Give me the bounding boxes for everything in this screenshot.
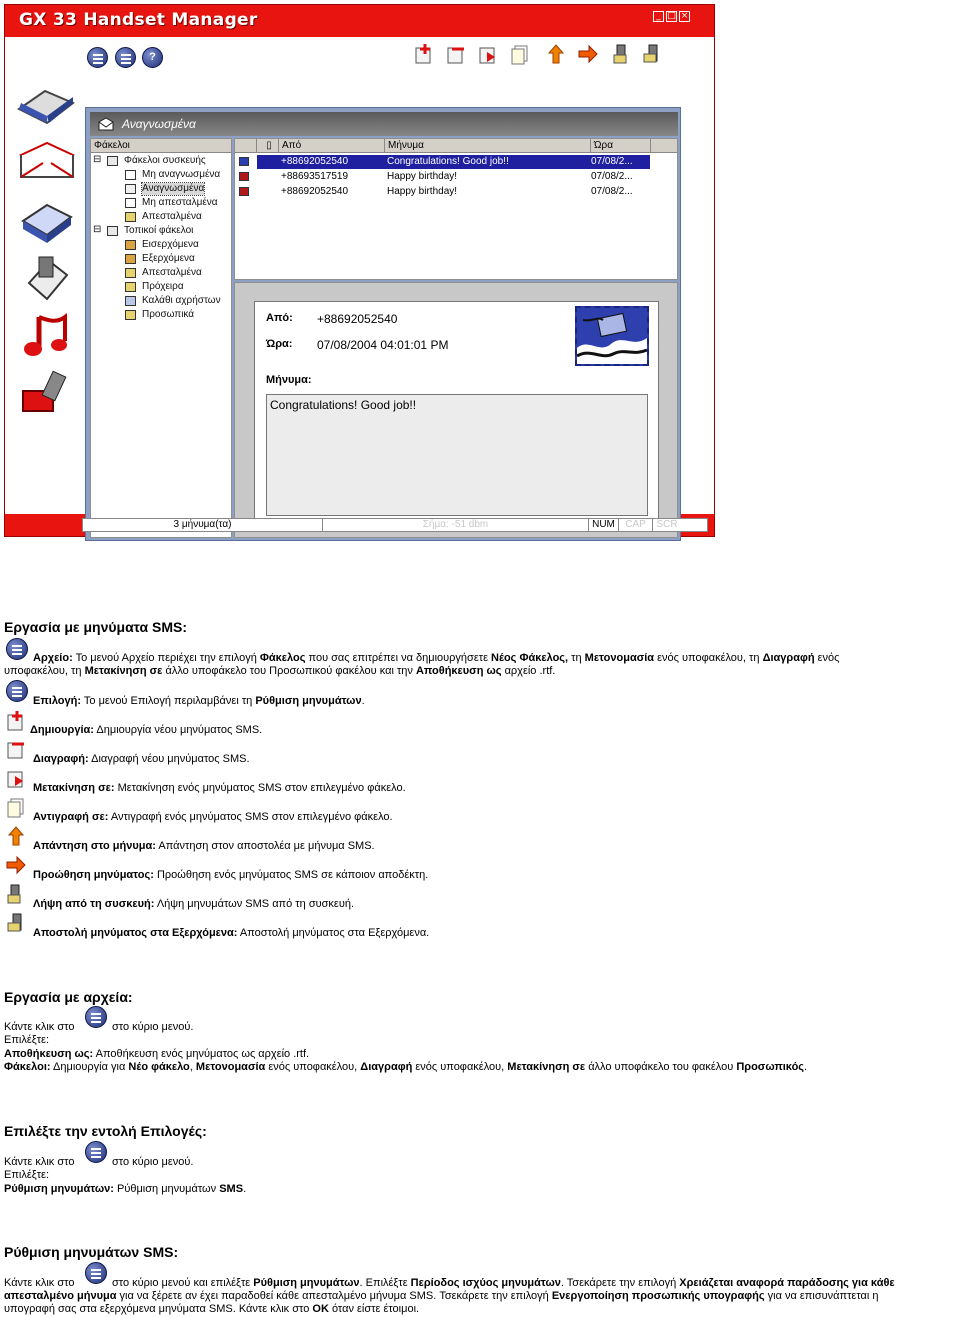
from-value: +88692052540: [317, 312, 398, 326]
time-value: 07/08/2004 04:01:01 PM: [317, 338, 449, 352]
section-sms-title: Εργασία με μηνύματα SMS:: [4, 619, 188, 635]
sms-settings-line2: απεσταλμένο μήνυμα για να ξέρετε αν έχει παραδοθεί κάθε απεσταλμένο μήνυμα SMS. Τσεκάρετε την επιλογή Ενεργοποίηση προσωπικής υπογραφής για να επισυνάπτεται η: [4, 1290, 879, 1302]
file-paragraph-line2: υποφακέλου, τη Μετακίνηση σε άλλο υποφάκελο του Προσωπικού φακέλου και την Αποθήκευση ως αρχείο .rtf.: [4, 665, 556, 677]
message-label: Μήνυμα:: [266, 374, 312, 386]
options-menu-icon: [85, 1262, 107, 1284]
status-bar: [82, 518, 708, 532]
message-status-icon: [239, 172, 249, 181]
folder-item[interactable]: Μη αναγνωσμένα: [142, 169, 221, 180]
send-paragraph: Αποστολή μηνύματος στα Εξερχόμενα: Αποστολή μηνύματος στα Εξερχόμενα.: [33, 927, 430, 939]
message-time: 07/08/2...: [591, 171, 633, 182]
message-time: 07/08/2...: [591, 186, 633, 197]
app-window: [4, 4, 715, 537]
folder-item[interactable]: Αναγνωσμένα: [142, 183, 205, 194]
reply-paragraph: Απάντηση στο μήνυμα: Απάντηση στον αποστολέα με μήνυμα SMS.: [33, 840, 375, 852]
message-row[interactable]: [257, 185, 650, 199]
reply-icon[interactable]: [545, 43, 567, 65]
new-message-icon: [5, 710, 27, 732]
options-menu-icon: [85, 1141, 107, 1163]
folder-icon: [125, 254, 136, 264]
column-attachment[interactable]: ▯: [257, 139, 279, 153]
message-status-icon: [239, 187, 249, 196]
maximize-button[interactable]: □: [667, 11, 676, 21]
files-click-line: Κάντε κλικ στο: [4, 1021, 75, 1033]
message-text: Happy birthday!: [387, 171, 458, 182]
folder-item[interactable]: Εισερχόμενα: [142, 239, 199, 250]
caps-lock-indicator: CAP: [619, 519, 653, 531]
copy-paragraph: Αντιγραφή σε: Αντιγραφή ενός μηνύματος SMS στον επιλεγμένο φάκελο.: [33, 811, 393, 823]
folder-icon: [125, 198, 136, 208]
new-message-icon[interactable]: [413, 43, 435, 65]
send-to-outbox-icon[interactable]: [641, 43, 663, 65]
from-label: Από:: [266, 312, 293, 324]
tree-expander-icon[interactable]: ⊟: [93, 224, 102, 235]
message-row[interactable]: [257, 170, 650, 184]
sms-settings-click: Κάντε κλικ στο: [4, 1277, 75, 1289]
delete-paragraph: Διαγραφή: Διαγραφή νέου μηνύματος SMS.: [33, 753, 250, 765]
folder-icon: [125, 268, 136, 278]
file-menu-icon: [85, 1006, 107, 1028]
receive-from-phone-icon: [5, 883, 27, 905]
column-message[interactable]: Μήνυμα: [385, 139, 591, 153]
message-detail-card: [254, 301, 659, 525]
save-as-paragraph: Αποθήκευση ως: Αποθήκευση ενός μηνύματος ως αρχείο .rtf.: [4, 1048, 310, 1060]
message-settings-paragraph: Ρύθμιση μηνυμάτων: Ρύθμιση μηνυμάτων SMS.: [4, 1183, 247, 1195]
minimize-button[interactable]: _: [653, 11, 664, 22]
forward-paragraph: Προώθηση μηνύματος: Προώθηση ενός μηνύματος SMS σε κάποιον αποδέκτη.: [33, 869, 429, 881]
work-area: [5, 37, 714, 514]
num-lock-indicator: NUM: [589, 519, 619, 531]
folder-tree: [90, 138, 232, 538]
folder-icon: [125, 282, 136, 292]
new-message-paragraph: Δημιουργία: Δημιουργία νέου μηνύματος SMS.: [30, 724, 263, 736]
file-paragraph-line1: Αρχείο: Το μενού Αρχείο περιέχει την επιλογή Φάκελος που σας επιτρέπει να δημιουργήσετε Νέος Φάκελος, τη Μετονομασία ενός υποφακέλου, τη Διαγραφή ενός: [33, 652, 840, 664]
signal-strength: Σήμα: -51 dbm: [323, 519, 589, 531]
help-button[interactable]: ?: [142, 47, 163, 68]
message-text: Congratulations! Good job!!: [387, 156, 509, 167]
move-to-icon: [5, 767, 27, 789]
message-from: +88692052540: [281, 156, 349, 167]
folder-icon: [125, 240, 136, 250]
folder-item[interactable]: Προσωπικά: [142, 309, 195, 320]
message-text: Happy birthday!: [387, 186, 458, 197]
file-menu-icon: [6, 638, 28, 660]
folders-paragraph: Φάκελοι: Δημιουργία για Νέο φάκελο, Μετονομασία ενός υποφακέλου, Διαγραφή ενός υποφακέλου, Μετακίνηση σε άλλο υποφάκελο του φακέλου Προσωπικός.: [4, 1061, 808, 1073]
read-envelope-icon: [98, 117, 114, 131]
sms-settings-line3: υπογραφή σας στα εξερχόμενα μηνύματα SMS. Κάντε κλικ στο OK όταν είστε έτοιμοι.: [4, 1303, 420, 1315]
message-count: 3 μήνυμα(τα): [83, 519, 323, 531]
forward-icon: [5, 854, 27, 876]
column-filler: [651, 139, 678, 153]
scroll-lock-indicator: SCR: [656, 519, 678, 530]
sms-settings-line1: στο κύριο μενού και επιλέξτε Ρύθμιση μηνυμάτων. Επιλέξτε Περίοδος ισχύος μηνυμάτων. Τσεκάρετε την επιλογή Χρειάζεται αναφορά παράδοσης για κάθε: [112, 1277, 895, 1289]
folder-icon: [125, 212, 136, 222]
main-panel: [85, 107, 681, 541]
phone-settings-icon[interactable]: [15, 253, 77, 305]
message-body[interactable]: Congratulations! Good job!!: [266, 394, 648, 516]
sync-device-icon[interactable]: [15, 79, 77, 131]
message-row[interactable]: [257, 155, 650, 169]
folder-icon: [125, 170, 136, 180]
column-time[interactable]: Ώρα: [591, 139, 651, 153]
move-paragraph: Μετακίνηση σε: Μετακίνηση ενός μηνύματος SMS στον επιλεγμένο φάκελο.: [33, 782, 406, 794]
delete-message-icon: [5, 738, 27, 760]
tools-icon[interactable]: [15, 369, 77, 421]
options-menu-icon: [6, 680, 28, 702]
options-click-line-end: στο κύριο μενού.: [112, 1156, 194, 1168]
panel-title: Αναγνωσμένα: [90, 112, 678, 136]
tree-expander-icon[interactable]: ⊟: [93, 154, 102, 165]
files-choose-label: Επιλέξτε:: [4, 1034, 50, 1046]
close-button[interactable]: ×: [680, 11, 689, 21]
column-from[interactable]: Από: [279, 139, 385, 153]
options-menu-button[interactable]: [115, 47, 136, 68]
copy-to-icon: [5, 796, 27, 818]
copy-to-icon[interactable]: [509, 43, 531, 65]
folder-icon: [125, 310, 136, 320]
receive-paragraph: Λήψη από τη συσκευή: Λήψη μηνυμάτων SMS από τη συσκευή.: [33, 898, 355, 910]
reply-icon: [5, 825, 27, 847]
phonebook-icon[interactable]: [15, 195, 77, 247]
folders-header: Φάκελοι: [91, 139, 232, 153]
options-choose-label: Επιλέξτε:: [4, 1169, 50, 1181]
stamp-image: [575, 306, 649, 366]
forward-icon[interactable]: [577, 43, 599, 65]
send-to-outbox-icon: [5, 912, 27, 934]
folder-item[interactable]: Εξερχόμενα: [142, 253, 195, 264]
folder-icon: [107, 156, 118, 166]
folder-item[interactable]: Καλάθι αχρήστων: [142, 295, 221, 306]
folder-item[interactable]: Μη απεσταλμένα: [142, 197, 218, 208]
ringtones-icon[interactable]: [15, 311, 77, 363]
section-files-title: Εργασία με αρχεία:: [4, 989, 133, 1005]
files-click-line-end: στο κύριο μενού.: [112, 1021, 194, 1033]
folder-icon: [107, 226, 118, 236]
window-title: GX 33 Handset Manager: [19, 10, 258, 30]
folder-icon: [125, 296, 136, 306]
options-paragraph: Επιλογή: Το μενού Επιλογή περιλαμβάνει τη Ρύθμιση μηνυμάτων.: [33, 695, 365, 707]
message-list: [234, 138, 678, 280]
message-status-icon: [239, 157, 249, 166]
section-options-title: Επιλέξτε την εντολή Επιλογές:: [4, 1123, 207, 1139]
move-to-icon[interactable]: [477, 43, 499, 65]
folder-item[interactable]: Απεσταλμένα: [142, 267, 202, 278]
folder-item[interactable]: Απεσταλμένα: [142, 211, 202, 222]
section-sms-settings-title: Ρύθμιση μηνυμάτων SMS:: [4, 1244, 179, 1260]
delete-message-icon[interactable]: [445, 43, 467, 65]
options-click-line: Κάντε κλικ στο: [4, 1156, 75, 1168]
messages-icon[interactable]: [15, 137, 77, 189]
folder-icon: [125, 184, 136, 194]
message-time: 07/08/2...: [591, 156, 633, 167]
time-label: Ώρα:: [266, 338, 293, 350]
message-from: +88693517519: [281, 171, 349, 182]
message-from: +88692052540: [281, 186, 349, 197]
folder-item[interactable]: Φάκελοι συσκευής: [124, 155, 206, 166]
message-detail: [234, 282, 678, 538]
folder-item[interactable]: Τοπικοί φάκελοι: [124, 225, 194, 236]
folder-item[interactable]: Πρόχειρα: [142, 281, 184, 292]
receive-from-phone-icon[interactable]: [611, 43, 633, 65]
file-menu-button[interactable]: [87, 47, 108, 68]
column-type[interactable]: [235, 139, 257, 153]
